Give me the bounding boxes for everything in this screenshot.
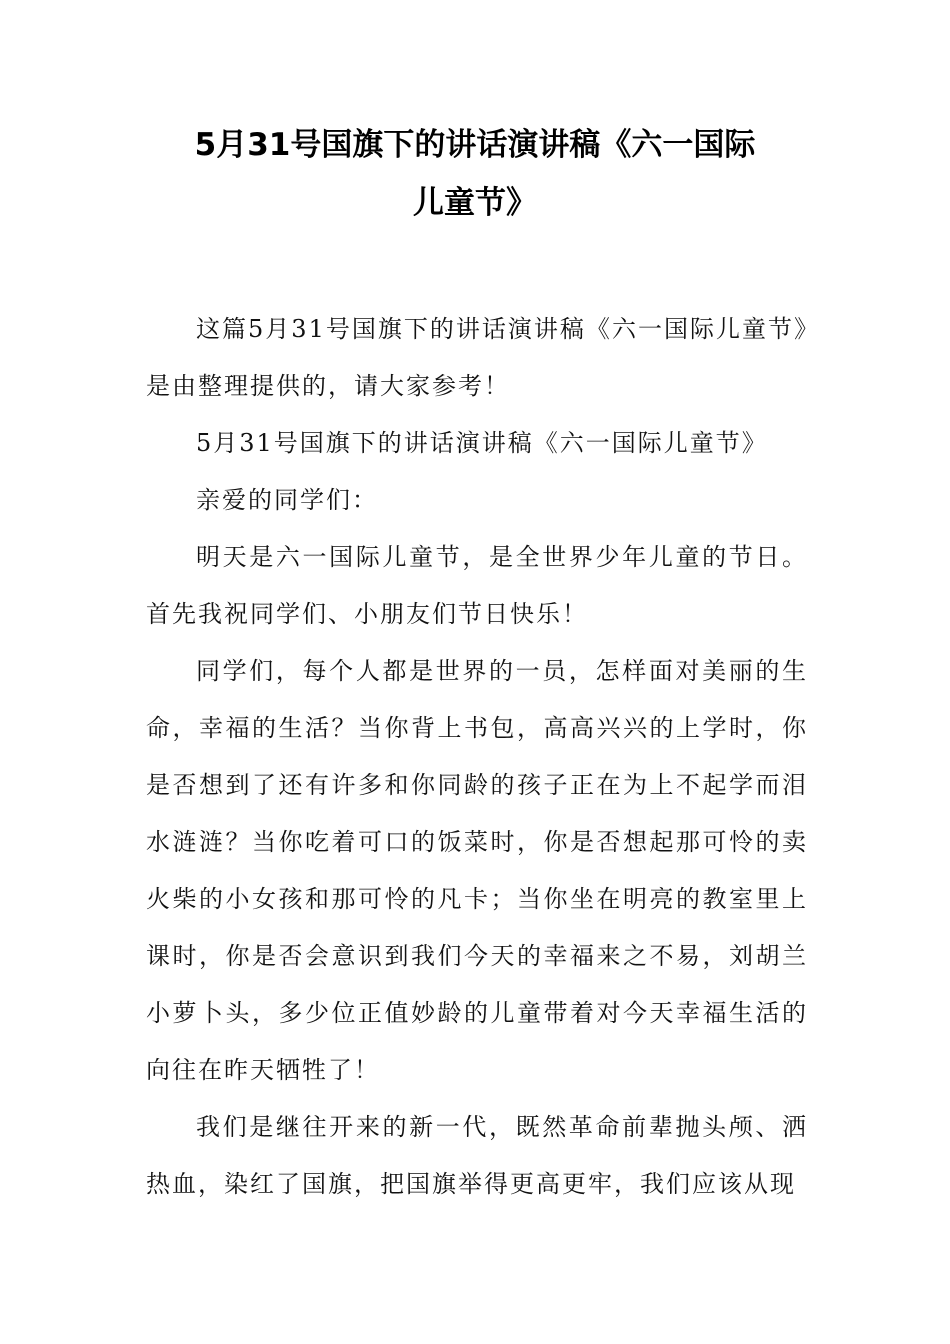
title-line-2: 儿童节》 xyxy=(413,185,537,221)
paragraph-reflection: 同学们，每个人都是世界的一员，怎样面对美丽的生命，幸福的生活？当你背上书包，高高兴兴的上学时，你是否想到了还有许多和你同龄的孩子正在为上不起学而泪水涟涟？当你吃着可口的饭菜时，你是否想起那可怜的卖火柴的小女孩和那可怜的凡卡；当你坐在明亮的教室里上课时，你是否会意识到我们今天的幸福来之不易，刘胡兰小萝卜头，多少位正值妙龄的儿童带着对今天幸福生活的向往在昨天牺牲了！ xyxy=(146,657,808,1084)
title-line-1: 5月31号国旗下的讲话演讲稿《六一国际 xyxy=(194,127,756,163)
paragraph-continuation: 我们是继往开来的新一代，既然革命前辈抛头颅、洒热血，染红了国旗，把国旗举得更高更牢，我们应该从现 xyxy=(146,1113,808,1198)
paragraph-greeting: 明天是六一国际儿童节，是全世界少年儿童的节日。首先我祝同学们、小朋友们节日快乐！ xyxy=(146,543,808,628)
document-title xyxy=(140,116,810,232)
paragraph-salutation: 亲爱的同学们： xyxy=(196,486,378,514)
document-body xyxy=(146,301,808,1213)
paragraph-intro: 这篇5月31号国旗下的讲话演讲稿《六一国际儿童节》是由整理提供的，请大家参考！ xyxy=(146,315,808,400)
paragraph-heading: 5月31号国旗下的讲话演讲稿《六一国际儿童节》 xyxy=(196,429,768,457)
